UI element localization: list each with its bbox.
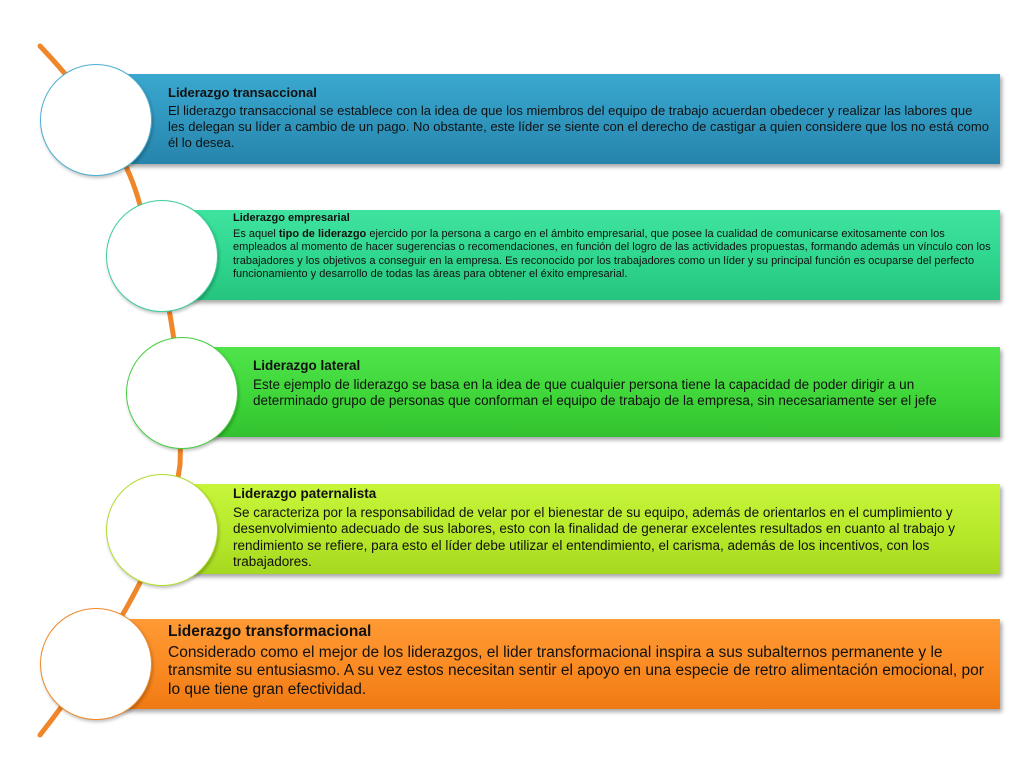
band-body: Considerado como el mejor de los liderazgos, el lider transformacional inspira a sus subalternos permanente y le transmite su entusiasmo. A su vez estos necesitan sentir el apoyo en una especie de retro alimentación emocional, por lo que tiene gran efectividad. (168, 643, 984, 698)
band-body: El liderazgo transaccional se establece con la idea de que los miembros del equipo de trabajo acuerdan obedecer y realizar las labores que les delegan su líder a cambio de un pago. No obstante, este líder se siente con el derecho de castigar a quien considere que los no está como él lo desea. (168, 103, 989, 150)
band-body: Este ejemplo de liderazgo se basa en la idea de que cualquier persona tiene la capacidad de poder dirigir a un determinado grupo de personas que conforman el equipo de trabajo de la empresa, sin necesariamente ser el jefe (253, 376, 937, 408)
circle-marker-3 (126, 337, 238, 449)
circle-marker-1 (40, 64, 152, 176)
band-body-rest: ejercido por la persona a cargo en el ámbito empresarial, que posee la cualidad de comunicarse exitosamente con los empleados al momento de hacer sugerencias o recomendaciones, en función del logro de las actividades propuestas, formando además un vínculo con los trabajadores y los objetivos a conseguir en la empresa. Es reconocido por los trabajadores como un líder y su principal función es ocuparse del perfecto funcionamiento y desarrollo de todas las áreas para obtener el éxito empresarial. (233, 227, 991, 281)
band-liderazgo-paternalista (180, 484, 1000, 574)
band-liderazgo-transformacional (110, 619, 1000, 709)
band-title: Liderazgo transaccional (168, 85, 317, 100)
band-body: Se caracteriza por la responsabilidad de velar por el bienestar de su equipo, además de orientarlos en el cumplimiento y desenvolvimiento adecuado de sus labores, esto con la finalidad de generar excelentes resultados en cuanto al trabajo y rendimiento se refiere, para esto el líder debe utilizar el entendimiento, el carisma, además de los incentivos, con los trabajadores. (233, 504, 955, 569)
band-liderazgo-lateral (200, 347, 1000, 437)
circle-marker-4 (106, 474, 218, 586)
band-liderazgo-transaccional (110, 74, 1000, 164)
band-body-bold: tipo de liderazgo (278, 227, 367, 240)
circle-marker-2 (106, 200, 218, 312)
band-body (233, 228, 998, 282)
band-content (233, 212, 998, 282)
band-title: Liderazgo paternalista (233, 486, 377, 501)
band-title: Liderazgo lateral (253, 358, 361, 373)
band-body-prefix: Es aquel (233, 227, 279, 240)
circle-marker-5 (40, 608, 152, 720)
band-title: Liderazgo transformacional (168, 623, 372, 640)
band-content (168, 85, 992, 151)
band-liderazgo-empresarial (180, 210, 1000, 300)
band-content (168, 623, 992, 699)
band-title: Liderazgo empresarial (233, 212, 350, 224)
band-content (253, 358, 992, 410)
band-content (233, 486, 996, 571)
